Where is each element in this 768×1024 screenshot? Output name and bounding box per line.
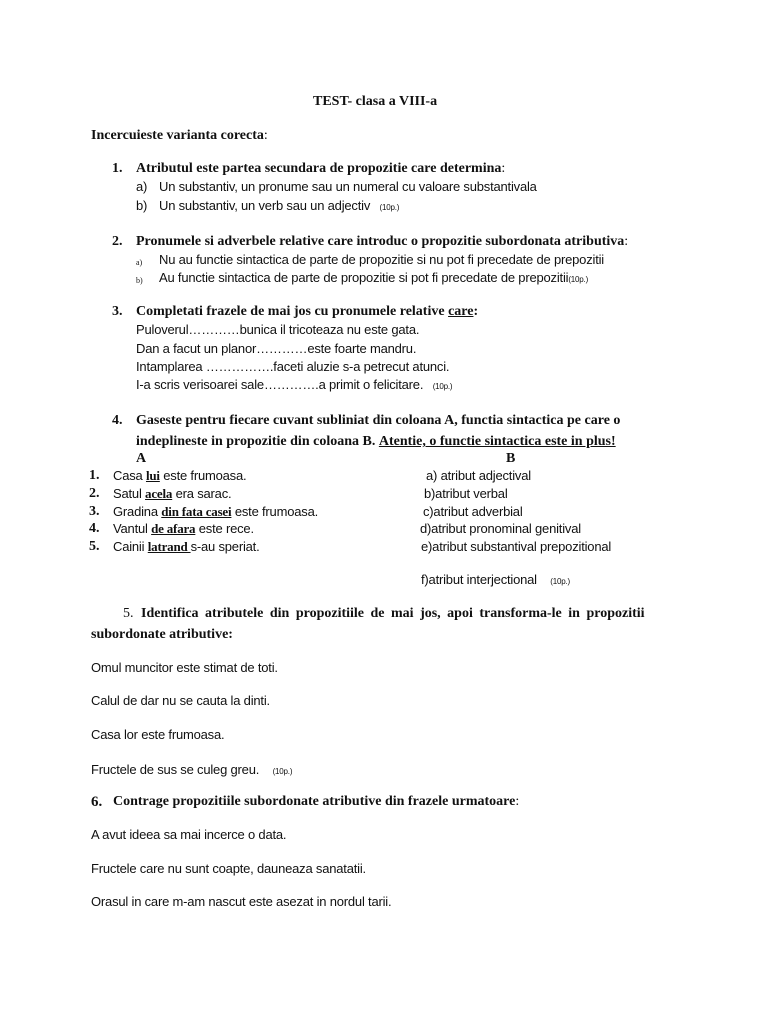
- item-before: Cainii: [113, 539, 148, 554]
- option-letter: b): [136, 198, 148, 213]
- fill-after: a primit o felicitare.: [318, 377, 424, 392]
- sentence: Calul de dar nu se cauta la dinti.: [91, 693, 270, 708]
- question-text: [113, 793, 519, 811]
- fill-before: I-a scris verisoarei sale: [136, 377, 264, 392]
- question-text: [136, 160, 505, 178]
- fill-line: [136, 358, 449, 376]
- option-text: Un substantiv, un pronume sau un numeral cu valoare substantivala: [159, 179, 537, 194]
- fill-after: este foarte mandru.: [307, 341, 417, 356]
- question-1-prompt: Atributul este partea secundara de propozitie care determina: [136, 161, 502, 176]
- question-colon: :: [515, 794, 520, 809]
- column-a-item: [113, 467, 246, 485]
- underlined-word: latrand: [147, 539, 191, 554]
- column-b-item: c)atribut adverbial: [423, 504, 523, 519]
- fill-line: [136, 340, 416, 358]
- instruction-text: Incercuieste varianta corecta: [91, 128, 264, 143]
- column-a-item: [113, 538, 260, 556]
- item-after: este frumoasa.: [231, 504, 319, 519]
- item-after: s-au speriat.: [190, 539, 260, 554]
- fill-line: [136, 321, 419, 339]
- underlined-word: din fata casei: [161, 504, 232, 519]
- points-label: (10p.): [568, 275, 589, 284]
- column-b-item: d)atribut pronominal genitival: [420, 521, 581, 536]
- row-number: 5.: [89, 539, 100, 554]
- item-before: Vantul: [113, 521, 152, 536]
- keyword: care: [448, 304, 474, 319]
- question-number: 1.: [112, 161, 123, 176]
- sentence: [91, 761, 292, 781]
- sentence: Omul muncitor este stimat de toti.: [91, 660, 278, 675]
- underlined-word: acela: [145, 486, 173, 501]
- question-text-line-2: subordonate atributive:: [91, 627, 233, 642]
- question-text-line-1: Identifica atributele din propozitiile de mai jos, apoi transforma-le in propozitii: [141, 606, 645, 621]
- fill-blank: …………: [188, 322, 240, 337]
- column-b-item: e)atribut substantival prepozitional: [421, 539, 612, 554]
- column-b-item: [421, 571, 570, 591]
- option-text-value: Un substantiv, un verb sau un adjectiv: [159, 198, 371, 213]
- underlined-word: lui: [145, 468, 160, 483]
- points-label: (10p.): [432, 382, 453, 391]
- question-text: [136, 233, 628, 251]
- fill-before: Intamplarea: [136, 359, 206, 374]
- fill-blank: ………….: [263, 377, 319, 392]
- warning-note: Atentie, o functie sintactica este in plus!: [378, 434, 616, 449]
- sentence: A avut ideea sa mai incerce o data.: [91, 827, 287, 842]
- item-after: era sarac.: [172, 486, 232, 501]
- question-number: 3.: [112, 304, 123, 319]
- column-a-item: [113, 503, 318, 521]
- question-colon: :: [501, 161, 506, 176]
- fill-line: [136, 376, 452, 396]
- points-label: (10p.): [379, 203, 400, 212]
- sentence: Orasul in care m-am nascut este asezat in nordul tarii.: [91, 894, 392, 909]
- question-text: [136, 303, 478, 321]
- item-after: este frumoasa.: [159, 468, 247, 483]
- fill-before: Dan a facut un planor: [136, 341, 257, 356]
- column-b-item: b)atribut verbal: [424, 486, 508, 501]
- question-number: 5.: [123, 606, 134, 621]
- question-3-prompt: Completati frazele de mai jos cu pronumele relative: [136, 304, 445, 319]
- question-text-line-2: [136, 433, 616, 451]
- fill-after: bunica il tricoteaza nu este gata.: [239, 322, 420, 337]
- fill-blank: …………: [256, 341, 308, 356]
- points-label: (10p.): [550, 577, 570, 586]
- fill-blank: …………….: [205, 359, 274, 374]
- question-number: 2.: [112, 234, 123, 249]
- question-colon: :: [624, 234, 629, 249]
- item-before: Casa: [113, 468, 146, 483]
- underlined-word: de afara: [151, 521, 196, 536]
- row-number: 1.: [89, 468, 100, 483]
- extra-option: f)atribut interjectional: [421, 572, 537, 587]
- page-title: TEST- clasa a VIII-a: [313, 94, 438, 109]
- question-number: 4.: [112, 413, 123, 428]
- question-2-prompt: Pronumele si adverbele relative care introduc o propozitie subordonata atributiva: [136, 234, 625, 249]
- instruction-colon: :: [263, 128, 268, 143]
- option-item: [136, 178, 147, 196]
- question-6-prompt: Contrage propozitiile subordonate atributive din frazele urmatoare: [113, 794, 516, 809]
- instruction: [91, 127, 268, 145]
- item-before: Gradina: [113, 504, 162, 519]
- option-text: Nu au functie sintactica de parte de propozitie si nu pot fi precedate de prepozitii: [159, 252, 604, 267]
- option-item: [136, 197, 147, 215]
- sentence-text: Fructele de sus se culeg greu.: [91, 762, 260, 777]
- row-number: 2.: [89, 486, 100, 501]
- question-text-line-1: Gaseste pentru fiecare cuvant subliniat din coloana A, functia sintactica pe care o: [136, 413, 621, 428]
- item-after: este rece.: [195, 521, 254, 536]
- option-text-value: Au functie sintactica de parte de propozitie si pot fi precedate de prepozitii: [159, 270, 569, 285]
- option-text: [159, 269, 588, 289]
- column-a-item: [113, 485, 231, 503]
- question-4-prompt: indeplineste in propozitie din coloana B.: [136, 434, 376, 449]
- item-before: Satul: [113, 486, 146, 501]
- option-letter: b): [136, 276, 143, 285]
- sentence: Casa lor este frumoasa.: [91, 727, 225, 742]
- question-number: 6.: [91, 794, 103, 810]
- column-b-header: B: [506, 451, 516, 466]
- option-letter: a): [136, 258, 143, 267]
- option-letter: a): [136, 179, 148, 194]
- question-colon: :: [473, 304, 479, 319]
- column-b-item: a) atribut adjectival: [426, 468, 531, 483]
- sentence: Fructele care nu sunt coapte, dauneaza sanatatii.: [91, 861, 366, 876]
- column-a-item: [113, 520, 254, 538]
- points-label: (10p.): [272, 767, 293, 776]
- fill-before: Puloverul: [136, 322, 189, 337]
- row-number: 4.: [89, 521, 100, 536]
- fill-after: faceti aluzie s-a petrecut atunci.: [273, 359, 450, 374]
- row-number: 3.: [89, 504, 100, 519]
- option-text: [159, 197, 399, 217]
- column-a-header: A: [136, 451, 147, 466]
